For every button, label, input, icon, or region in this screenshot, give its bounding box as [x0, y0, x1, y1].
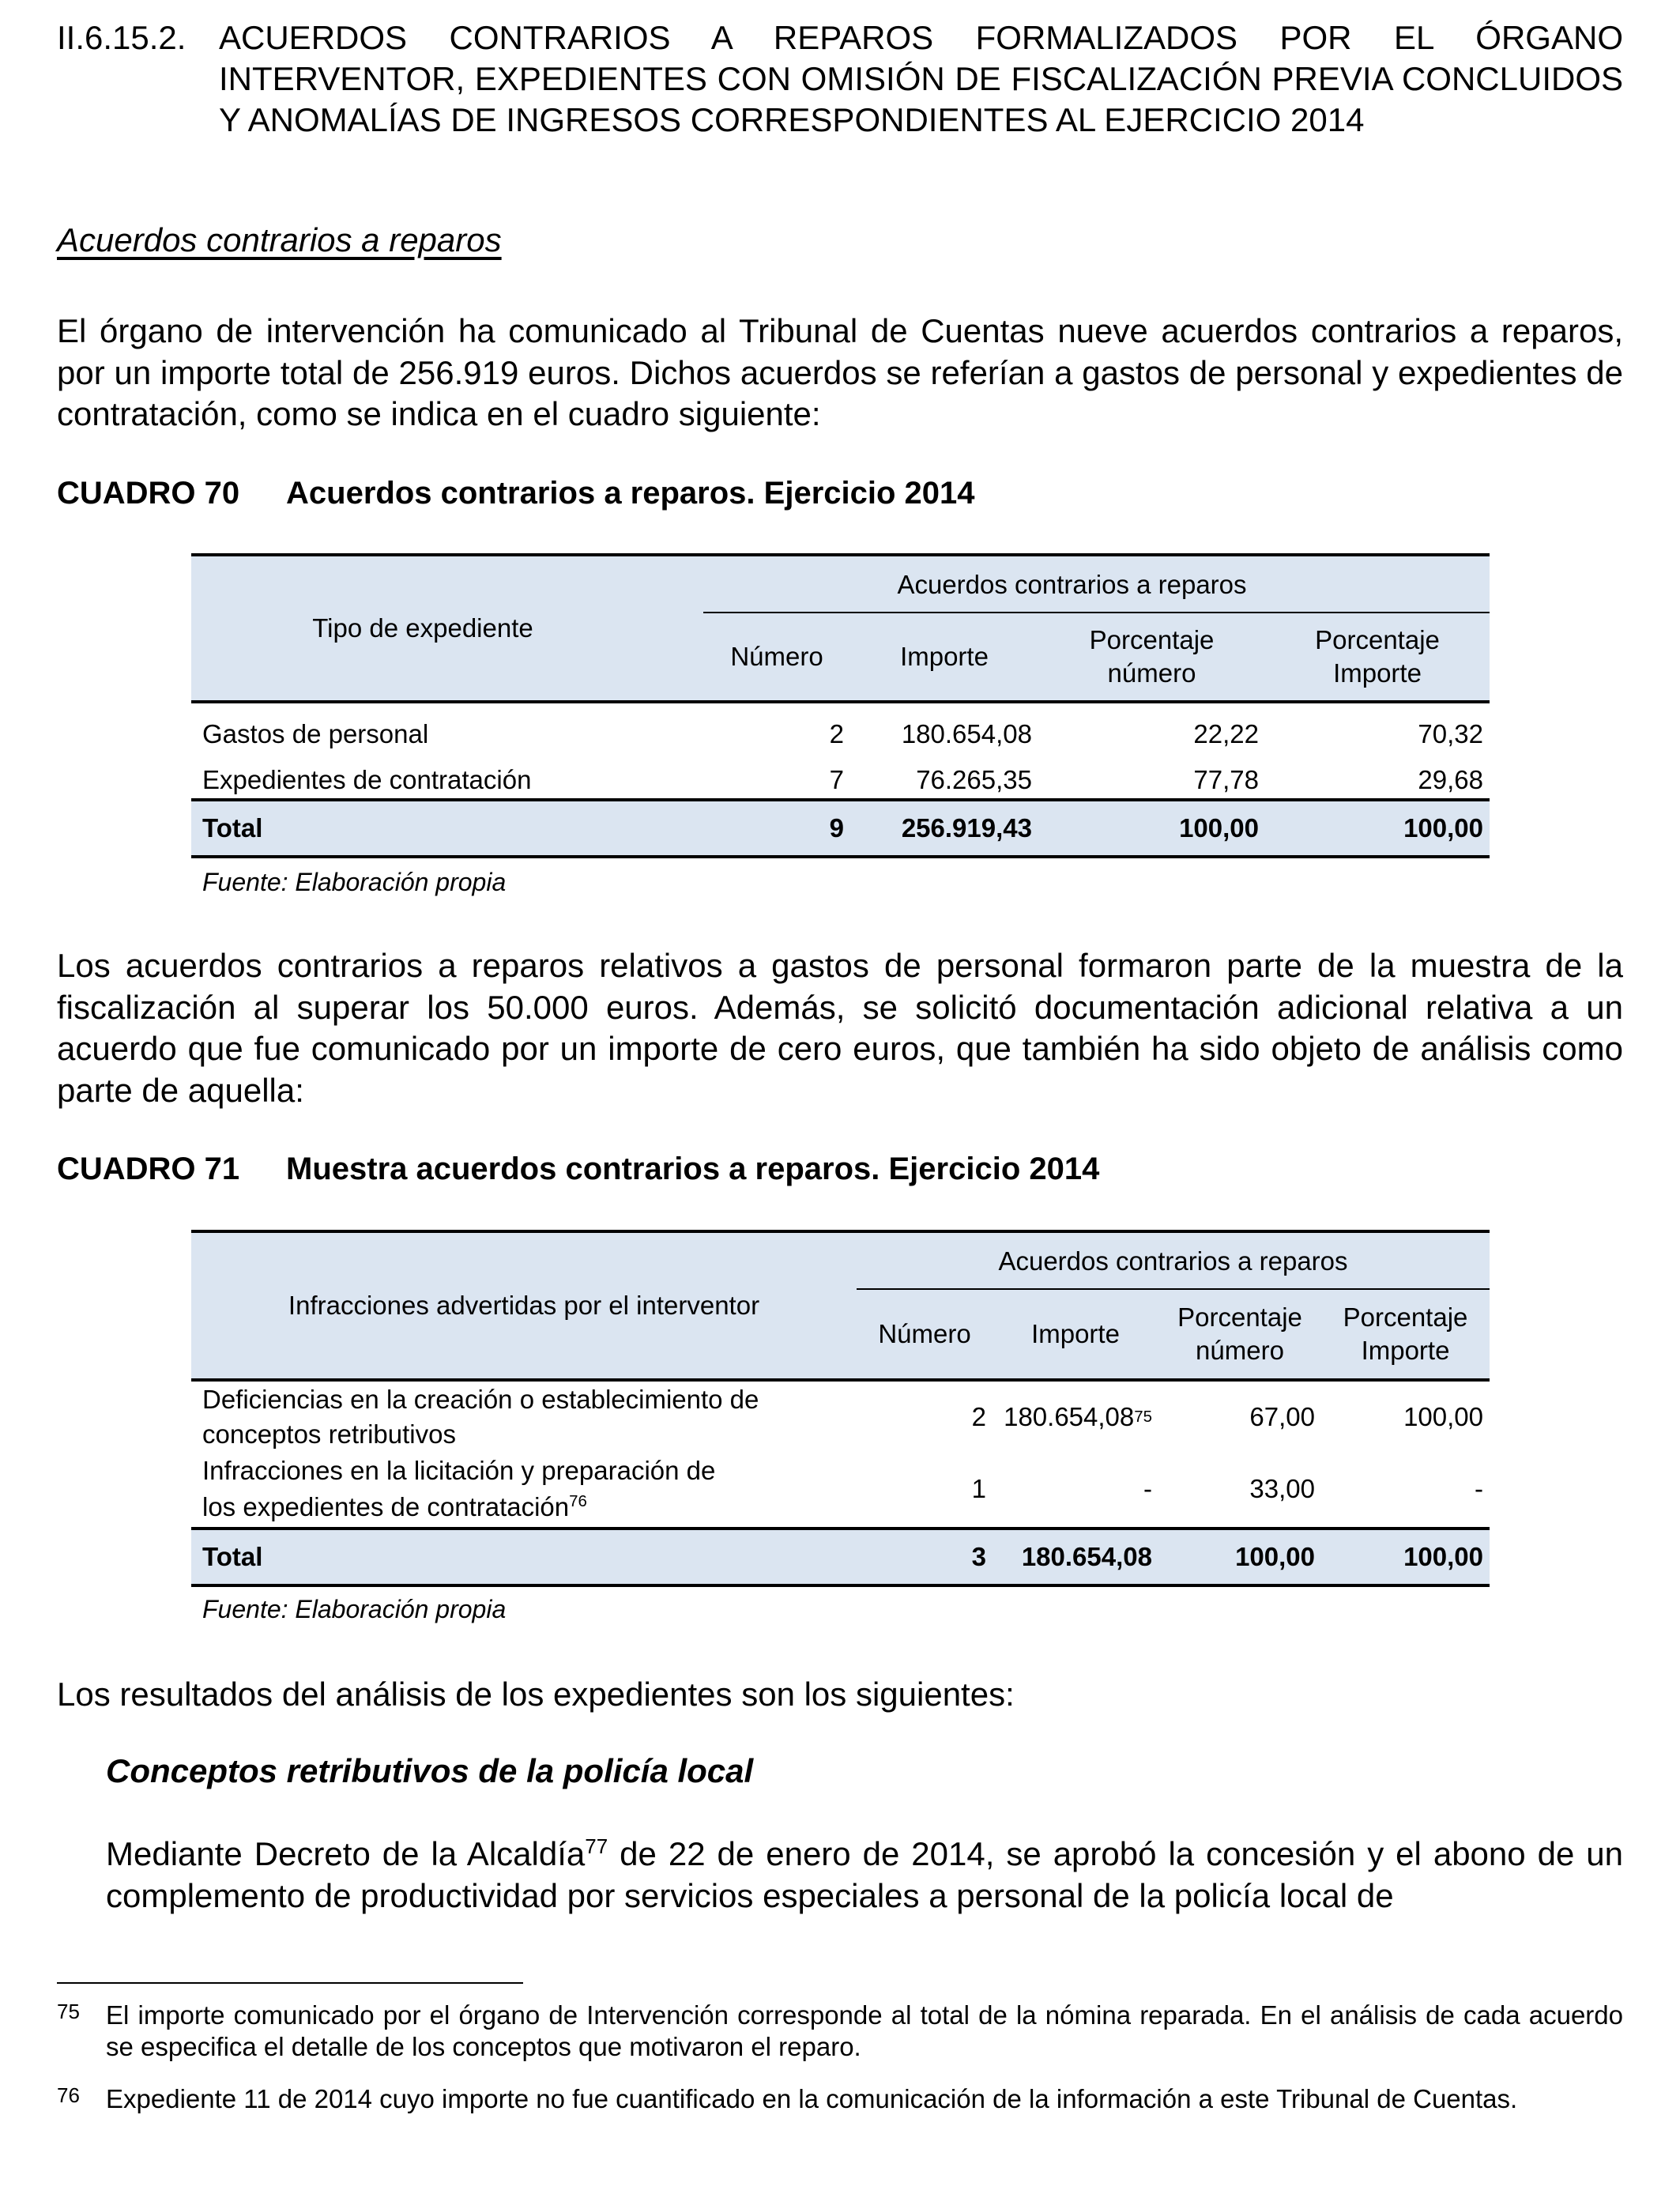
cell-pct-importe: 100,00 — [1403, 1402, 1483, 1431]
cuadro-71-title: Muestra acuerdos contrarios a reparos. Ejercicio 2014 — [286, 1152, 1100, 1186]
cell-infraccion-text: Deficiencias en la creación o establecimiento de conceptos retributivos — [202, 1385, 759, 1449]
table-source: Fuente: Elaboración propia — [202, 868, 507, 896]
table-row — [191, 1382, 1490, 1453]
cell-pct-numero: 77,78 — [1193, 765, 1259, 794]
header-group: Acuerdos contrarios a reparos — [998, 1246, 1348, 1276]
cuadro-70-table — [191, 553, 1490, 901]
cuadro-71-table — [191, 1230, 1490, 1641]
header-pct-importe: Porcentaje Importe — [1315, 625, 1440, 688]
header-pct-importe: Porcentaje Importe — [1343, 1302, 1468, 1365]
total-numero: 9 — [829, 813, 844, 843]
cell-numero: 1 — [971, 1474, 986, 1503]
subheading-conceptos: Conceptos retributivos de la policía local — [106, 1752, 754, 1789]
paragraph-decreto — [106, 1834, 1623, 1917]
table-total-row — [191, 1527, 1490, 1587]
footnote-number: 76 — [57, 2083, 80, 2107]
total-label: Total — [202, 1542, 263, 1571]
cell-numero: 2 — [829, 719, 844, 748]
cell-infraccion — [202, 1453, 755, 1525]
section-number: II.6.15.2. — [57, 19, 186, 56]
table-header — [191, 1230, 1490, 1382]
cuadro-71-number: CUADRO 71 — [57, 1152, 240, 1186]
paragraph-resultados: Los resultados del análisis de los expedientes son los siguientes: — [57, 1676, 1015, 1713]
cell-pct-numero: 67,00 — [1249, 1402, 1315, 1431]
cell-pct-importe: - — [1475, 1474, 1483, 1503]
cell-infraccion — [202, 1382, 842, 1453]
header-importe: Importe — [1031, 1319, 1120, 1348]
footnote-75 — [57, 2000, 1623, 2063]
table-row — [191, 1453, 1490, 1525]
cell-importe: 76.265,35 — [916, 765, 1032, 794]
footnote-text: Expediente 11 de 2014 cuyo importe no fue cuantificado en la comunicación de la información a este Tribunal de Cuentas. — [106, 2084, 1518, 2113]
footnote-76 — [57, 2083, 1623, 2115]
paragraph-muestra: Los acuerdos contrarios a reparos relativos a gastos de personal formaron parte de la muestra de la fiscalización al superar los 50.000 euros. Además, se solicitó documentación adicional relativa a un acuerdo que fue comunicado por un importe de cero euros, que también ha sido objeto de análisis como parte de aquella: — [57, 947, 1623, 1109]
cuadro-70-caption — [57, 476, 975, 511]
cell-importe: 180.654,08 — [901, 719, 1032, 748]
cell-importe: - — [1143, 1474, 1152, 1503]
total-label: Total — [202, 813, 263, 843]
table-header — [191, 553, 1490, 703]
total-pct-importe: 100,00 — [1403, 813, 1483, 843]
cell-pct-numero: 22,22 — [1193, 719, 1259, 748]
paragraph-decreto-start: Mediante Decreto de la Alcaldía — [106, 1835, 586, 1872]
header-numero: Número — [730, 642, 823, 671]
cell-numero: 2 — [971, 1402, 986, 1431]
total-importe: 256.919,43 — [901, 813, 1032, 843]
cell-pct-importe: 70,32 — [1418, 719, 1483, 748]
total-importe: 180.654,08 — [1021, 1542, 1152, 1571]
table-row — [191, 757, 1490, 803]
cell-tipo: Gastos de personal — [202, 719, 429, 748]
header-group: Acuerdos contrarios a reparos — [897, 570, 1247, 599]
cell-numero: 7 — [829, 765, 844, 794]
paragraph-intro: El órgano de intervención ha comunicado al Tribunal de Cuentas nueve acuerdos contrarios a reparos, por un importe total de 256.919 euros. Dichos acuerdos se referían a gastos de personal y expedientes de contratación, como se indica en el cuadro siguiente: — [57, 312, 1623, 432]
total-pct-importe: 100,00 — [1403, 1542, 1483, 1571]
footnote-separator — [57, 1982, 523, 1984]
header-numero: Número — [878, 1319, 971, 1348]
cell-infraccion-text: Infracciones en la licitación y preparación de los expedientes de contratación — [202, 1456, 716, 1521]
cell-importe-value: 180.654,08 — [1004, 1402, 1135, 1431]
table-source: Fuente: Elaboración propia — [202, 1595, 507, 1623]
cell-pct-numero: 33,00 — [1249, 1474, 1315, 1503]
footnote-number: 75 — [57, 2000, 80, 2023]
cell-pct-importe: 29,68 — [1418, 765, 1483, 794]
paragraph-decreto-end: de 22 de enero de 2014, se aprobó la concesión y el abono de un complemento de productividad por servicios especiales a personal de la policía local de — [106, 1835, 1623, 1914]
table-total-row — [191, 798, 1490, 858]
table-row — [191, 711, 1490, 757]
total-numero: 3 — [971, 1542, 986, 1571]
cell-tipo: Expedientes de contratación — [202, 765, 532, 794]
header-tipo: Tipo de expediente — [312, 613, 533, 643]
header-pct-numero: Porcentaje número — [1089, 625, 1215, 688]
footnote-ref-77: 77 — [585, 1834, 608, 1858]
cuadro-70-number: CUADRO 70 — [57, 476, 240, 511]
cuadro-70-title: Acuerdos contrarios a reparos. Ejercicio 2014 — [286, 476, 975, 511]
footnote-text: El importe comunicado por el órgano de Intervención corresponde al total de la nómina reparada. En el análisis de cada acuerdo se especifica el detalle de los conceptos que motivaron el reparo. — [106, 2000, 1623, 2061]
total-pct-numero: 100,00 — [1179, 813, 1259, 843]
cuadro-71-caption — [57, 1152, 1099, 1187]
total-pct-numero: 100,00 — [1235, 1542, 1315, 1571]
cell-importe: 180.654,08 75 — [1004, 1402, 1152, 1431]
subheading-acuerdos: Acuerdos contrarios a reparos — [57, 221, 502, 258]
header-pct-numero: Porcentaje número — [1177, 1302, 1302, 1365]
section-title: ACUERDOS CONTRARIOS A REPAROS FORMALIZADOS POR EL ÓRGANO INTERVENTOR, EXPEDIENTES CON OMISIÓN DE FISCALIZACIÓN PREVIA CONCLUIDOS Y ANOMALÍAS DE INGRESOS CORRESPONDIENTES AL EJERCICIO 2014 — [219, 19, 1623, 138]
footnote-ref-76: 76 — [569, 1492, 587, 1510]
section-heading — [57, 17, 1623, 141]
header-infracciones: Infracciones advertidas por el interventor — [288, 1291, 760, 1320]
header-importe: Importe — [900, 642, 989, 671]
